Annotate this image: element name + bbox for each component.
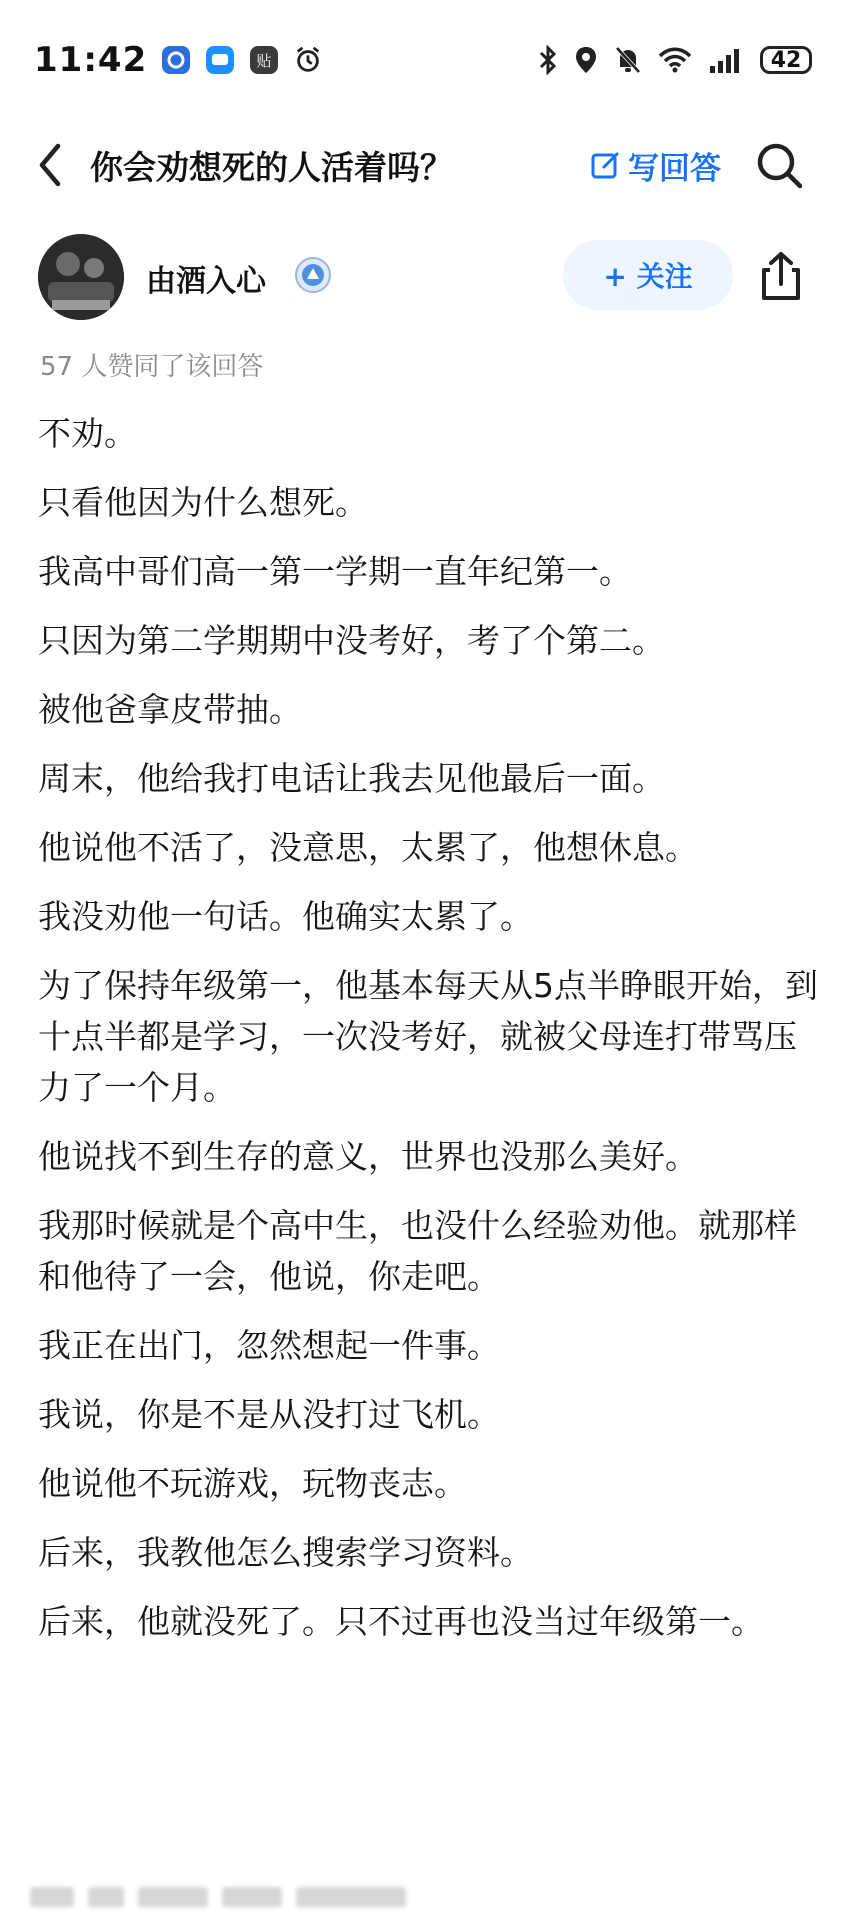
follow-button[interactable] <box>563 240 733 310</box>
answer-paragraph: 我那时候就是个高中生，也没什么经验劝他。就那样和他待了一会，他说，你走吧。 <box>38 1206 797 1296</box>
svg-text:贴: 贴 <box>256 52 272 70</box>
upvote-count: 57 人赞同了该回答 <box>40 352 264 382</box>
search-icon <box>752 138 806 192</box>
blurred-footer <box>30 1882 550 1912</box>
answer-paragraph: 只看他因为什么想死。 <box>38 483 368 522</box>
answer-paragraph: 我正在出门，忽然想起一件事。 <box>38 1326 500 1365</box>
share-icon <box>756 250 806 304</box>
back-button[interactable] <box>32 138 72 192</box>
status-bar <box>0 0 846 120</box>
blurred-text <box>30 1887 74 1907</box>
answer-paragraph: 他说他不活了，没意思，太累了，他想休息。 <box>38 828 698 867</box>
battery-indicator: 42 <box>760 46 812 74</box>
edit-icon <box>590 149 622 181</box>
avatar-image <box>38 234 124 320</box>
search-button[interactable] <box>752 138 806 192</box>
blurred-text <box>296 1887 406 1907</box>
signal-icon <box>708 46 744 74</box>
blurred-text <box>138 1887 208 1907</box>
blue-app-icon <box>161 45 191 75</box>
chat-app-icon <box>205 45 235 75</box>
answer-paragraph: 我说，你是不是从没打过飞机。 <box>38 1395 500 1434</box>
answer-body <box>38 408 818 1665</box>
blurred-text <box>88 1887 124 1907</box>
answer-paragraph: 我高中哥们高一第一学期一直年纪第一。 <box>38 552 632 591</box>
share-button[interactable] <box>756 250 806 304</box>
mute-icon <box>614 45 642 75</box>
status-right <box>538 45 812 75</box>
chevron-left-icon <box>32 138 72 192</box>
follow-label: + 关注 <box>603 260 693 293</box>
answer-paragraph: 周末，他给我打电话让我去见他最后一面。 <box>38 759 665 798</box>
alarm-icon <box>293 45 323 75</box>
answer-paragraph: 他说找不到生存的意义，世界也没那么美好。 <box>38 1137 698 1176</box>
author-name[interactable]: 由酒入心 <box>146 264 266 299</box>
author-avatar[interactable] <box>38 234 124 320</box>
answer-paragraph: 被他爸拿皮带抽。 <box>38 690 302 729</box>
answer-paragraph: 我没劝他一句话。他确实太累了。 <box>38 897 533 936</box>
top-nav-bar <box>0 118 846 210</box>
answer-paragraph: 为了保持年级第一，他基本每天从5点半睁眼开始，到十点半都是学习，一次没考好，就被父母连打带骂压力了一个月。 <box>38 966 818 1107</box>
question-title[interactable]: 你会劝想死的人活着吗？ <box>90 148 453 187</box>
author-row <box>0 230 846 326</box>
write-answer-button[interactable] <box>590 140 721 190</box>
wifi-icon <box>658 46 692 74</box>
answer-paragraph: 只因为第二学期期中没考好，考了个第二。 <box>38 621 665 660</box>
blurred-text <box>222 1887 282 1907</box>
status-time: 11:42 <box>34 40 148 80</box>
location-icon <box>574 45 598 75</box>
status-left <box>34 40 323 80</box>
bluetooth-icon <box>538 45 558 75</box>
verified-badge-icon <box>294 256 332 294</box>
answer-paragraph: 后来，他就没死了。只不过再也没当过年级第一。 <box>38 1602 764 1641</box>
answer-paragraph: 不劝。 <box>38 414 137 453</box>
write-answer-label: 写回答 <box>628 150 721 187</box>
answer-paragraph: 他说他不玩游戏，玩物丧志。 <box>38 1464 467 1503</box>
tieba-app-icon <box>249 45 279 75</box>
answer-paragraph: 后来，我教他怎么搜索学习资料。 <box>38 1533 533 1572</box>
